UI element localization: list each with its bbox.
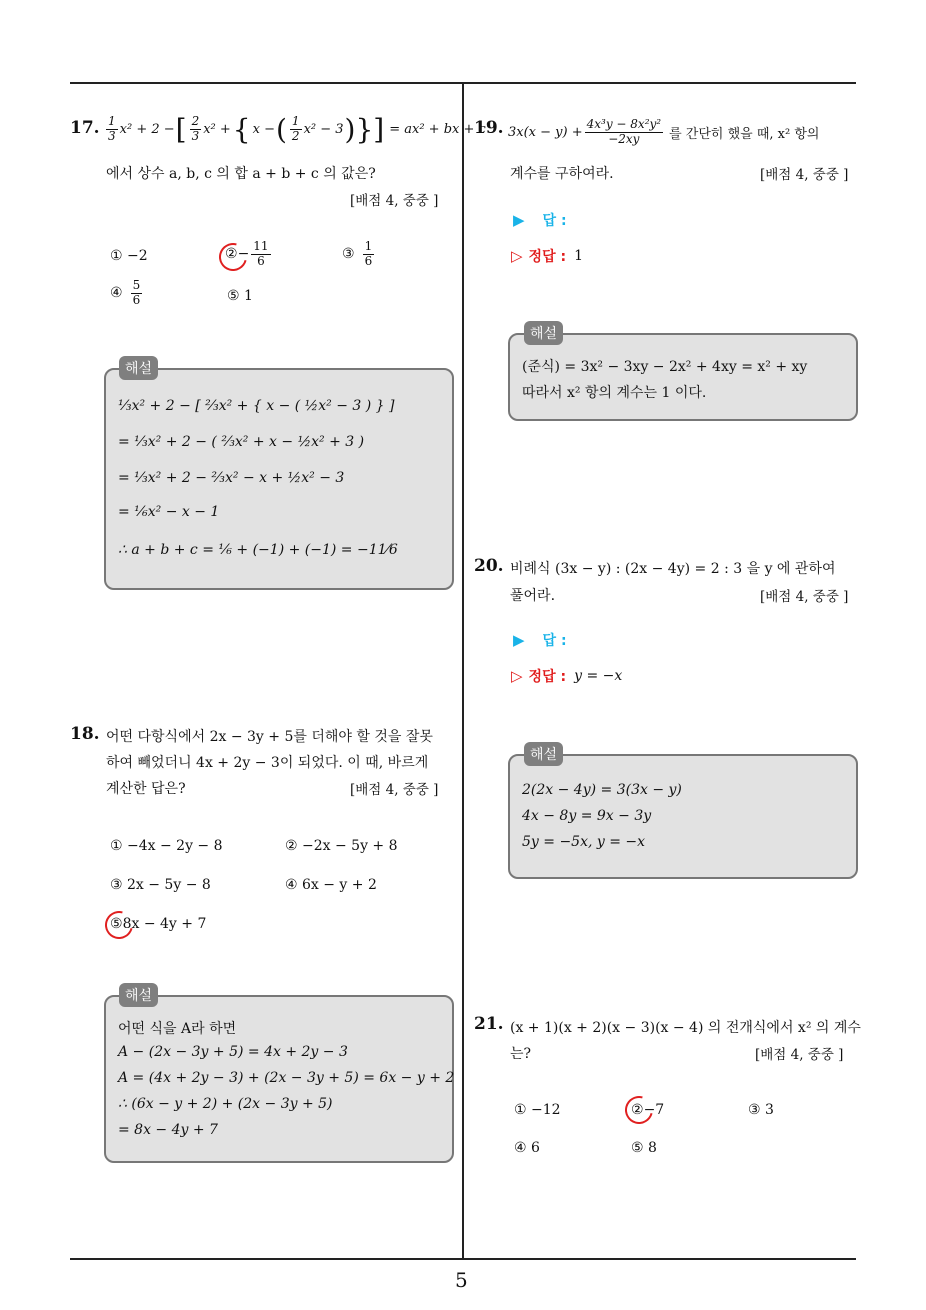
play-arrow-icon: ▶ xyxy=(513,211,525,229)
play-arrow-icon: ▶ xyxy=(513,631,525,649)
q21-number: 21. xyxy=(474,1014,504,1034)
q17-choice-2[interactable]: ② − $\frac{11}{6}$ xyxy=(225,239,269,268)
q20-solution-tag: 해설 xyxy=(524,742,563,766)
q18-line2: 하여 빼었더니 4x + 2y − 3이 되었다. 이 때, 바르게 xyxy=(106,755,429,771)
q18-choice-2[interactable]: ② −2x − 5y + 8 xyxy=(285,838,398,854)
q18-solution-tag: 해설 xyxy=(119,983,158,1007)
q17-solution-tag: 해설 xyxy=(119,356,158,380)
q18-choice-4[interactable]: ④ 6x − y + 2 xyxy=(285,877,377,893)
q19-line2: 계수를 구하여라. xyxy=(510,166,614,182)
q17-number: 17. xyxy=(70,118,100,138)
q17-choice-3[interactable]: ③ $\frac{1}{6}$ xyxy=(342,239,373,268)
q20-score: [배점 4, 중중 ] xyxy=(760,589,849,605)
q20-line1: 비례식 (3x − y) : (2x − 4y) = 2 : 3 을 y 에 관하여 xyxy=(510,561,836,577)
q18-choice-5[interactable]: ⑤8x − 4y + 7 xyxy=(110,916,207,932)
q17-solution-line: = ⅓x² + 2 − ⅔x² − x + ½x² − 3 xyxy=(118,470,345,486)
q21-choice-2[interactable]: ②−7 xyxy=(631,1102,665,1118)
q19-number: 19. xyxy=(474,118,504,138)
q17-score: [배점 4, 중중 ] xyxy=(350,193,439,209)
q18-solution-line: A − (2x − 3y + 5) = 4x + 2y − 3 xyxy=(118,1044,348,1060)
q20-number: 20. xyxy=(474,556,504,576)
q18-choice-1[interactable]: ① −4x − 2y − 8 xyxy=(110,838,223,854)
q19-answer-row[interactable]: ▶ 답 : xyxy=(513,211,567,229)
q18-solution-line: = 8x − 4y + 7 xyxy=(118,1122,218,1138)
q20-solution-line: 5y = −5x, y = −x xyxy=(522,834,646,850)
q17-solution-line: = ⅓x² + 2 − ( ⅔x² + x − ½x² + 3 ) xyxy=(118,434,365,450)
q17-equation: $\frac{1}{3}$ x² + 2 − [ $\frac{2}{3}$ x² + { x − ( $\frac{1}{2}$ x² − 3 )}] = ax² + bx + c xyxy=(108,113,486,146)
column-divider xyxy=(462,84,464,1260)
q17-line2: 에서 상수 a, b, c 의 합 a + b + c 의 값은? xyxy=(106,166,376,182)
q18-line3: 계산한 답은? xyxy=(106,781,186,797)
q20-answer-row[interactable]: ▶ 답 : xyxy=(513,631,567,649)
q18-number: 18. xyxy=(70,724,100,744)
q18-choice-3[interactable]: ③ 2x − 5y − 8 xyxy=(110,877,211,893)
q17-solution-line: = ⅙x² − x − 1 xyxy=(118,504,220,520)
q17-solution-line: ∴ a + b + c = ⅙ + (−1) + (−1) = −11⁄6 xyxy=(118,542,398,558)
q19-solution-line: 따라서 x² 항의 계수는 1 이다. xyxy=(522,385,707,401)
q21-line2: 는? xyxy=(510,1046,532,1062)
q21-choice-5[interactable]: ⑤ 8 xyxy=(631,1140,657,1156)
q18-solution-line: A = (4x + 2y − 3) + (2x − 3y + 5) = 6x − y + 2 xyxy=(118,1070,455,1086)
q17-choice-4[interactable]: ④ $\frac{5}{6}$ xyxy=(110,278,141,307)
page-number: 5 xyxy=(455,1268,468,1292)
q18-score: [배점 4, 중중 ] xyxy=(350,782,439,798)
q21-line1: (x + 1)(x + 2)(x − 3)(x − 4) 의 전개식에서 x² 의 계수 xyxy=(510,1020,861,1036)
q19-solution-box xyxy=(508,333,858,421)
q21-score: [배점 4, 중중 ] xyxy=(755,1047,844,1063)
q21-choice-4[interactable]: ④ 6 xyxy=(514,1140,540,1156)
q17-solution-line: ⅓x² + 2 − [ ⅔x² + { x − ( ½x² − 3 ) } ] xyxy=(118,398,395,414)
q21-choice-3[interactable]: ③ 3 xyxy=(748,1102,774,1118)
q17-choice-5[interactable]: ⑤ 1 xyxy=(227,288,253,304)
q21-choice-1[interactable]: ① −12 xyxy=(514,1102,561,1118)
q18-solution-line: 어떤 식을 A라 하면 xyxy=(118,1021,237,1037)
q18-line1: 어떤 다항식에서 2x − 3y + 5를 더해야 할 것을 잘못 xyxy=(106,729,433,745)
q20-solution-line: 4x − 8y = 9x − 3y xyxy=(522,808,652,824)
q19-score: [배점 4, 중중 ] xyxy=(760,167,849,183)
q19-correct-row: ▷ 정답 : 1 xyxy=(511,247,583,265)
q19-solution-tag: 해설 xyxy=(524,321,563,345)
q19-expression: 3x(x − y) + $\frac{\text{4x³y − 8x²y²}}{-2xy}$ 를 간단히 했을 때, x² 항의 xyxy=(508,117,820,146)
q19-solution-line: (준식) = 3x² − 3xy − 2x² + 4xy = x² + xy xyxy=(522,359,808,375)
q17-frac-1-3: $\frac{1}{3}$ xyxy=(108,114,116,143)
q20-correct-row: ▷ 정답 : y = −x xyxy=(511,667,623,685)
bottom-rule xyxy=(70,1258,856,1260)
q20-line2: 풀어라. xyxy=(510,588,556,604)
q17-choice-1[interactable]: ① −2 xyxy=(110,248,148,264)
q18-solution-line: ∴ (6x − y + 2) + (2x − 3y + 5) xyxy=(118,1096,333,1112)
q20-solution-line: 2(2x − 4y) = 3(3x − y) xyxy=(522,782,682,798)
outline-arrow-icon: ▷ xyxy=(511,667,523,685)
outline-arrow-icon: ▷ xyxy=(511,247,523,265)
